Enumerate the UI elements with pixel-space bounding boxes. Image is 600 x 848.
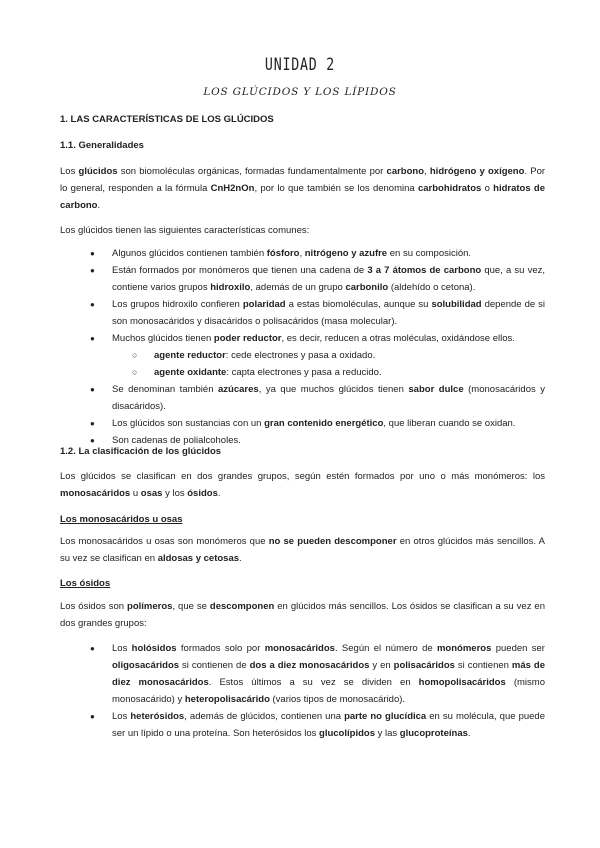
list-item: ● Muchos glúcidos tienen poder reductor, es decir, reducen a otras moléculas, oxidándose ellos. ○ agente reductor: cede electrones y pasa a oxidado. ○ agente oxidante: capta electrones y pasa a reducido.: [90, 330, 545, 381]
sub-list-item: ○ agente oxidante: capta electrones y pasa a reducido.: [112, 364, 545, 381]
subsection-heading-generalidades: 1.1. Generalidades: [60, 140, 144, 151]
heading-monosacaridos: Los monosacáridos u osas: [60, 514, 183, 525]
list-item: ● Están formados por monómeros que tienen una cadena de 3 a 7 átomos de carbono que, a su vez, contiene varios grupos hidroxilo, además de un grupo carbonilo (aldehído o cetona).: [90, 262, 545, 296]
list-item: ● Los grupos hidroxilo confieren polaridad a estas biomoléculas, aunque su solubilidad depende de si son monosacáridos y disacáridos o polisacáridos (masa molecular).: [90, 296, 545, 330]
paragraph-clasificacion: Los glúcidos se clasifican en dos grandes grupos, según estén formados por uno o más monómeros: los monosacáridos u osas y los ósidos.: [60, 471, 545, 499]
list-item: ● Son cadenas de polialcoholes.: [90, 432, 545, 449]
list-item: ● Los glúcidos son sustancias con un gran contenido energético, que liberan cuando se oxidan.: [90, 415, 545, 432]
list-item: ● Los holósidos formados solo por monosacáridos. Según el número de monómeros pueden ser oligosacáridos si contienen de dos a diez monosacáridos y en polisacáridos si contienen más de diez monosacáridos. Estos últimos a su vez se dividen en homopolisacáridos (mismo monosacárido) y heteropolisacárido (varios tipos de monosacárido).: [90, 640, 545, 708]
list-item: ● Se denominan también azúcares, ya que muchos glúcidos tienen sabor dulce (monosacáridos y disacáridos).: [90, 381, 545, 415]
sub-list: [112, 347, 545, 381]
list-item: ● Los heterósidos, además de glúcidos, contienen una parte no glucídica en su molécula, que puede ser un lípido o una proteína. Son heterósidos los glucolípidos y las glucoproteínas.: [90, 708, 545, 742]
list-item: ● Algunos glúcidos contienen también fósforo, nitrógeno y azufre en su composición.: [90, 245, 545, 262]
characteristics-list: [90, 245, 545, 449]
osidos-list: [90, 640, 545, 742]
sub-list-item: ○ agente reductor: cede electrones y pasa a oxidado.: [112, 347, 545, 364]
paragraph-intro: Los glúcidos son biomoléculas orgánicas, formadas fundamentalmente por carbono, hidrógeno y oxígeno. Por lo general, responden a la fórmula CnH2nOn, por lo que también se los denomina carbohidratos o hidratos de carbono.: [60, 166, 546, 211]
heading-osidos: Los ósidos: [60, 578, 111, 589]
page-subtitle: LOS GLÚCIDOS Y LOS LÍPIDOS: [203, 86, 397, 98]
paragraph-caracteristicas: Los glúcidos tienen las siguientes características comunes:: [60, 225, 310, 236]
paragraph-monosacaridos: Los monosacáridos u osas son monómeros que no se pueden descomponer en otros glúcidos más sencillos. A su vez se clasifican en aldosas y cetosas.: [60, 536, 546, 564]
section-heading: 1. LAS CARACTERÍSTICAS DE LOS GLÚCIDOS: [60, 114, 274, 125]
page-title: UNIDAD 2: [264, 55, 336, 75]
subsection-heading-clasificacion: 1.2. La clasificación de los glúcidos: [60, 446, 222, 457]
paragraph-osidos: Los ósidos son polímeros, que se descomponen en glúcidos más sencillos. Los ósidos se clasifican a su vez en dos grandes grupos:: [60, 601, 545, 629]
